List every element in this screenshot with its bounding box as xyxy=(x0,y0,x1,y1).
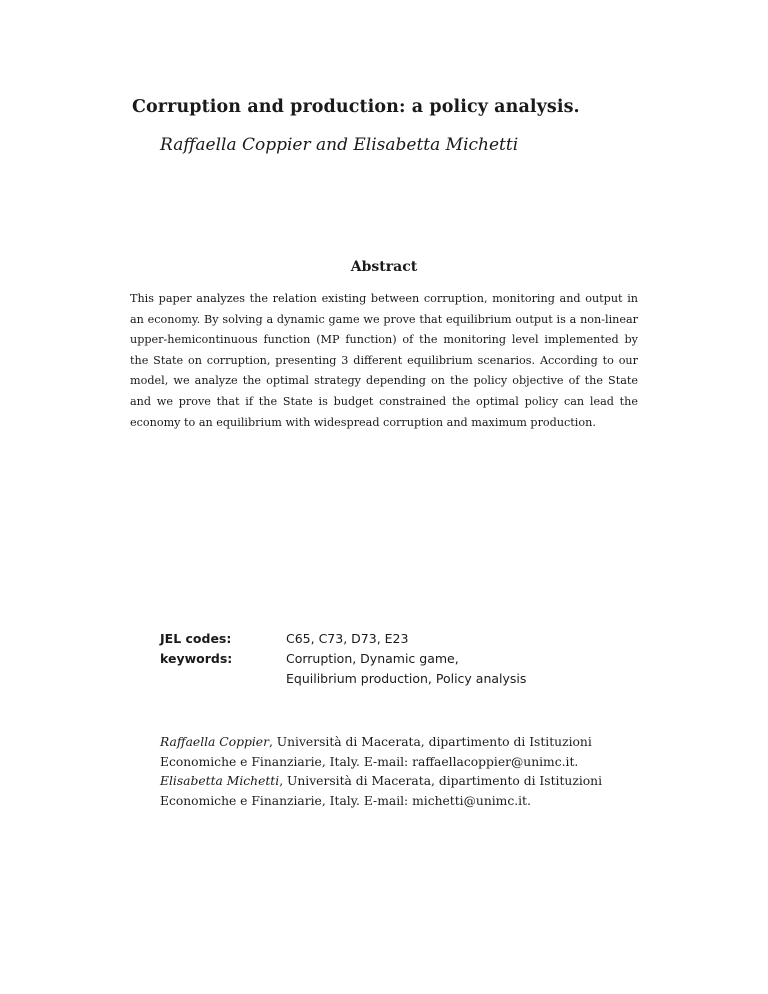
affiliation-line xyxy=(160,733,630,753)
affiliation-text: , Università di Macerata, dipartimento di Istituzioni xyxy=(268,735,592,749)
paper-authors: Raffaella Coppier and Elisabetta Michetti xyxy=(160,135,519,155)
paper-title: Corruption and production: a policy analysis. xyxy=(132,97,580,117)
affiliation-author-name: Raffaella Coppier xyxy=(160,735,269,749)
affiliation-line: Economiche e Finanziarie, Italy. E-mail: raffaellacoppier@unimc.it. xyxy=(160,754,579,769)
keywords-row xyxy=(160,649,606,689)
affiliation-line xyxy=(160,772,630,792)
keywords-line-2: Equilibrium production, Policy analysis xyxy=(286,671,527,686)
abstract-text: This paper analyzes the relation existing between corruption, monitoring and output in an economy. By solving a dynamic game we prove that equilibrium output is a non-linear upper-hemicontinuous function (MP function) of the monitoring level implemented by the State on corruption, presenting 3 different equilibrium scenarios. According to our model, we analyze the optimal strategy depending on the policy objective of the State and we prove that if the State is budget constrained the optimal policy can lead the economy to an equilibrium with widespread corruption and maximum production. xyxy=(130,292,638,429)
jel-codes-label: JEL codes: xyxy=(160,631,232,646)
abstract-heading: Abstract xyxy=(350,259,418,275)
keywords-label: keywords: xyxy=(160,651,233,666)
keywords-line-1: Corruption, Dynamic game, xyxy=(286,651,459,666)
affiliation-author-name: Elisabetta Michetti xyxy=(160,774,280,789)
affiliation-line: Economiche e Finanziarie, Italy. E-mail: michetti@unimc.it. xyxy=(160,793,531,808)
affiliation-text: , Università di Macerata, dipartimento di Istituzioni xyxy=(279,774,603,789)
keywords-value xyxy=(286,649,606,689)
jel-codes-value: C65, C73, D73, E23 xyxy=(286,631,409,646)
jel-codes-row xyxy=(160,629,606,649)
metadata-block xyxy=(160,629,606,689)
author-affiliations xyxy=(160,733,630,811)
